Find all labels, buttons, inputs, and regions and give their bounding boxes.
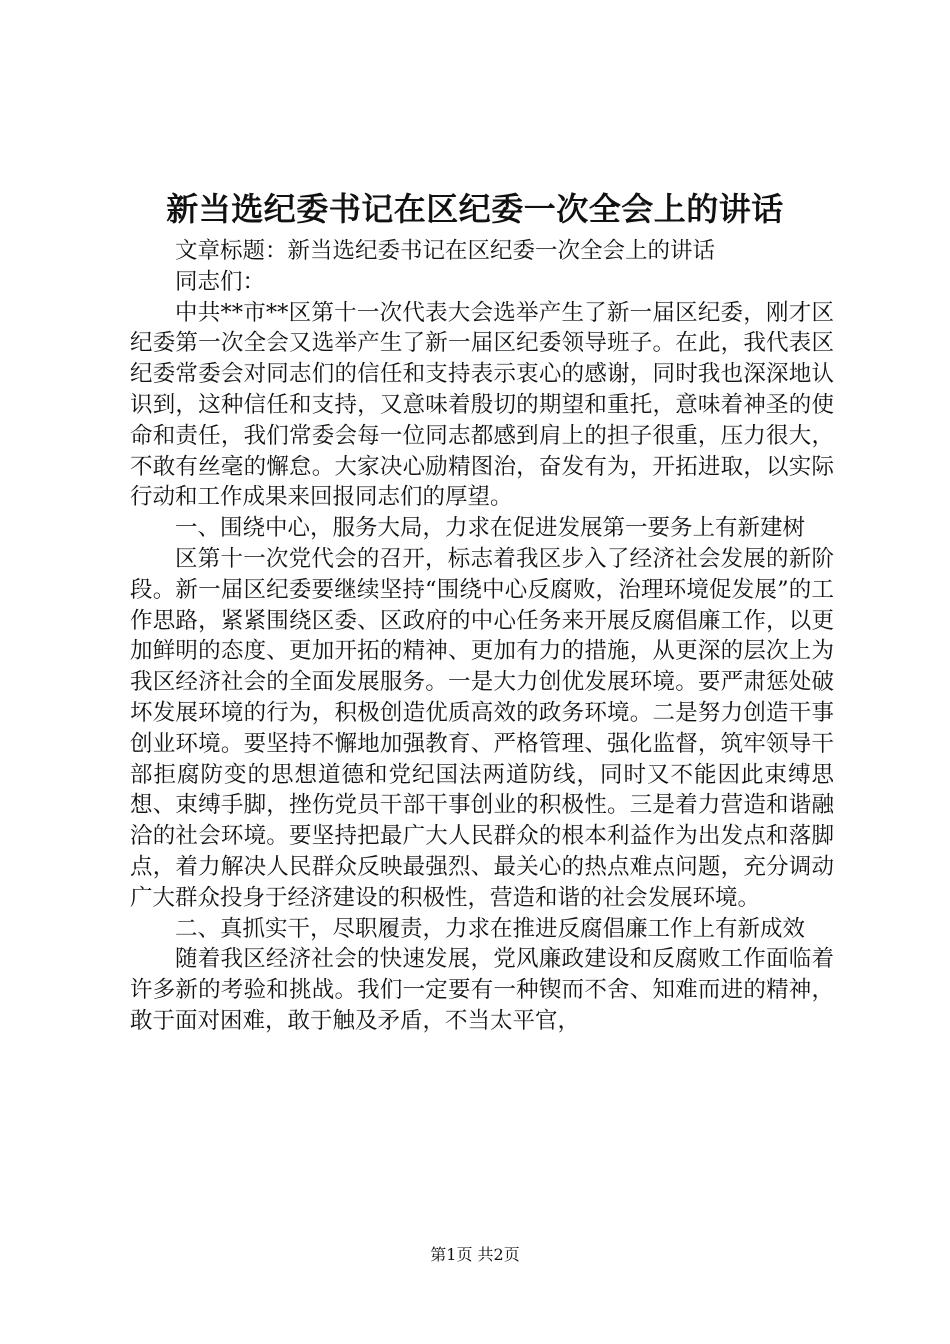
paragraph: 区第十一次党代会的召开，标志着我区步入了经济社会发展的新阶段。新一届区纪委要继续坚持“围绕中心反腐败，治理环境促发展”的工作思路，紧紧围绕区委、区政府的中心任务来开展反腐倡廉工作，以更加鲜明的态度、更加开拓的精神、更加有力的措施，从更深的层次上为我区经济社会的全面发展服务。一是大力创优发展环境。要严肃惩处破坏发展环境的行为，积极创造优质高效的政务环境。二是努力创造干事创业环境。要坚持不懈地加强教育、严格管理、强化监督，筑牢领导干部拒腐防变的思想道德和党纪国法两道防线，同时又不能因此束缚思想、束缚手脚，挫伤党员干部干事创业的积极性。三是着力营造和谐融洽的社会环境。要坚持把最广大人民群众的根本利益作为出发点和落脚点，着力解决人民群众反映最强烈、最关心的热点难点问题，充分调动广大群众投身于经济建设的积极性，营造和谐的社会发展环境。 [130,545,834,911]
section-heading: 二、真抓实干，尽职履责，力求在推进反腐倡廉工作上有新成效 [175,915,806,942]
page-footer: 第1页 共2页 [430,1245,520,1264]
document-title: 新当选纪委书记在区纪委一次全会上的讲话 [166,190,784,228]
salutation: 同志们： [175,268,266,295]
document-body [130,236,834,1037]
article-title-line: 文章标题：新当选纪委书记在区纪委一次全会上的讲话 [175,238,716,264]
paragraph: 随着我区经济社会的快速发展，党风廉政建设和反腐败工作面临着许多新的考验和挑战。我们一定要有一种锲而不舍、知难而进的精神，敢于面对困难，敢于触及矛盾，不当太平官， [130,946,834,1034]
paragraph: 中共**市**区第十一次代表大会选举产生了新一届区纪委，刚才区纪委第一次全会又选举产生了新一届区纪委领导班子。在此，我代表区纪委常委会对同志们的信任和支持表示衷心的感谢，同时我也深深地认识到，这种信任和支持，又意味着殷切的期望和重托，意味着神圣的使命和责任，我们常委会每一位同志都感到肩上的担子很重，压力很大，不敢有丝毫的懈怠。大家决心励精图治，奋发有为，开拓进取，以实际行动和工作成果来回报同志们的厚望。 [130,299,834,511]
section-heading: 一、围绕中心，服务大局，力求在促进发展第一要务上有新建树 [175,515,806,542]
